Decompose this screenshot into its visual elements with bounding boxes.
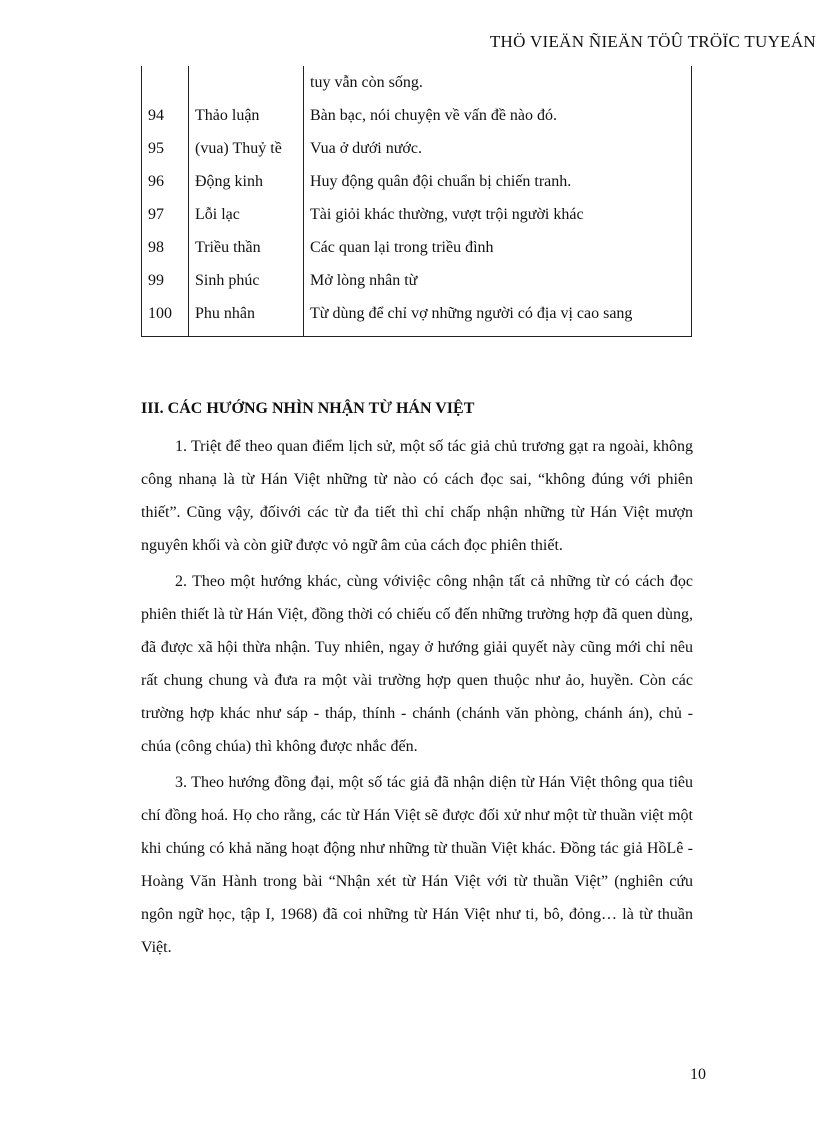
table-row <box>142 231 692 264</box>
row-number: 100 <box>142 297 189 337</box>
row-term: Sinh phúc <box>189 264 304 297</box>
paragraph: 2. Theo một hướng khác, cùng vớiviệc công nhận tất cả những từ có cách đọc phiên thiết là từ Hán Việt, đồng thời có chiếu cố đến những trường hợp đã quen dùng, đã được xã hội thừa nhận. Tuy nhiên, ngay ở hướng giải quyết này cũng mới chỉ nêu rất chung chung và đưa ra một vài trường hợp quen thuộc như ảo, huyền. Còn các trường hợp khác như sáp - tháp, thính - chánh (chánh văn phòng, chánh án), chủ - chúa (công chúa) thì không được nhắc đến. <box>141 573 693 755</box>
row-meaning: Bàn bạc, nói chuyện về vấn đề nào đó. <box>304 99 692 132</box>
row-number: 99 <box>142 264 189 297</box>
row-term: (vua) Thuỷ tề <box>189 132 304 165</box>
row-number: 94 <box>142 99 189 132</box>
row-number: 95 <box>142 132 189 165</box>
row-meaning: Mở lòng nhân từ <box>304 264 692 297</box>
vocabulary-table <box>141 66 692 337</box>
section-body <box>141 396 693 967</box>
row-term <box>189 66 304 99</box>
row-number: 96 <box>142 165 189 198</box>
row-number: 98 <box>142 231 189 264</box>
row-meaning: Huy động quân đội chuẩn bị chiến tranh. <box>304 165 692 198</box>
table-row <box>142 132 692 165</box>
page-header: THÖ VIEÄN ÑIEÄN TÖÛ TRÖÏC TUYEÁN <box>489 32 816 51</box>
row-number: 97 <box>142 198 189 231</box>
row-meaning: tuy vẫn còn sống. <box>304 66 692 99</box>
table-row <box>142 99 692 132</box>
table-row <box>142 297 692 337</box>
row-term: Triều thần <box>189 231 304 264</box>
row-meaning: Tài giỏi khác thường, vượt trội người khác <box>304 198 692 231</box>
row-term: Động kinh <box>189 165 304 198</box>
table-row <box>142 264 692 297</box>
row-meaning: Từ dùng để chỉ vợ những người có địa vị cao sang <box>304 297 692 337</box>
table-row <box>142 165 692 198</box>
row-term: Lỗi lạc <box>189 198 304 231</box>
page-number: 10 <box>690 1066 706 1083</box>
section-title: III. CÁC HƯỚNG NHÌN NHẬN TỪ HÁN VIỆT <box>141 400 475 417</box>
table-row <box>142 66 692 99</box>
row-number <box>142 66 189 99</box>
paragraph: 3. Theo hướng đồng đại, một số tác giả đã nhận diện từ Hán Việt thông qua tiêu chí đồng hoá. Họ cho rằng, các từ Hán Việt sẽ được đối xử như một từ thuần việt một khi chúng có khả năng hoạt động như những từ thuần Việt khác. Đồng tác giả HồLê - Hoàng Văn Hành trong bài “Nhận xét từ Hán Việt với từ thuần Việt” (nghiên cứu ngôn ngữ học, tập I, 1968) đã coi những từ Hán Việt như ti, bô, đỏng… là từ thuần Việt. <box>141 774 693 956</box>
row-term: Thảo luận <box>189 99 304 132</box>
row-term: Phu nhân <box>189 297 304 337</box>
row-meaning: Các quan lại trong triều đình <box>304 231 692 264</box>
table-row <box>142 198 692 231</box>
paragraph: 1. Triệt để theo quan điểm lịch sử, một số tác giả chủ trương gạt ra ngoài, không công nhanạ là từ Hán Việt những từ nào có cách đọc sai, “không đúng với phiên thiết”. Cũng vậy, đốivới các từ đa tiết thì chỉ chấp nhận những từ Hán Việt mượn nguyên khối và còn giữ được vỏ ngữ âm của cách đọc phiên thiết. <box>141 438 693 554</box>
row-meaning: Vua ở dưới nước. <box>304 132 692 165</box>
